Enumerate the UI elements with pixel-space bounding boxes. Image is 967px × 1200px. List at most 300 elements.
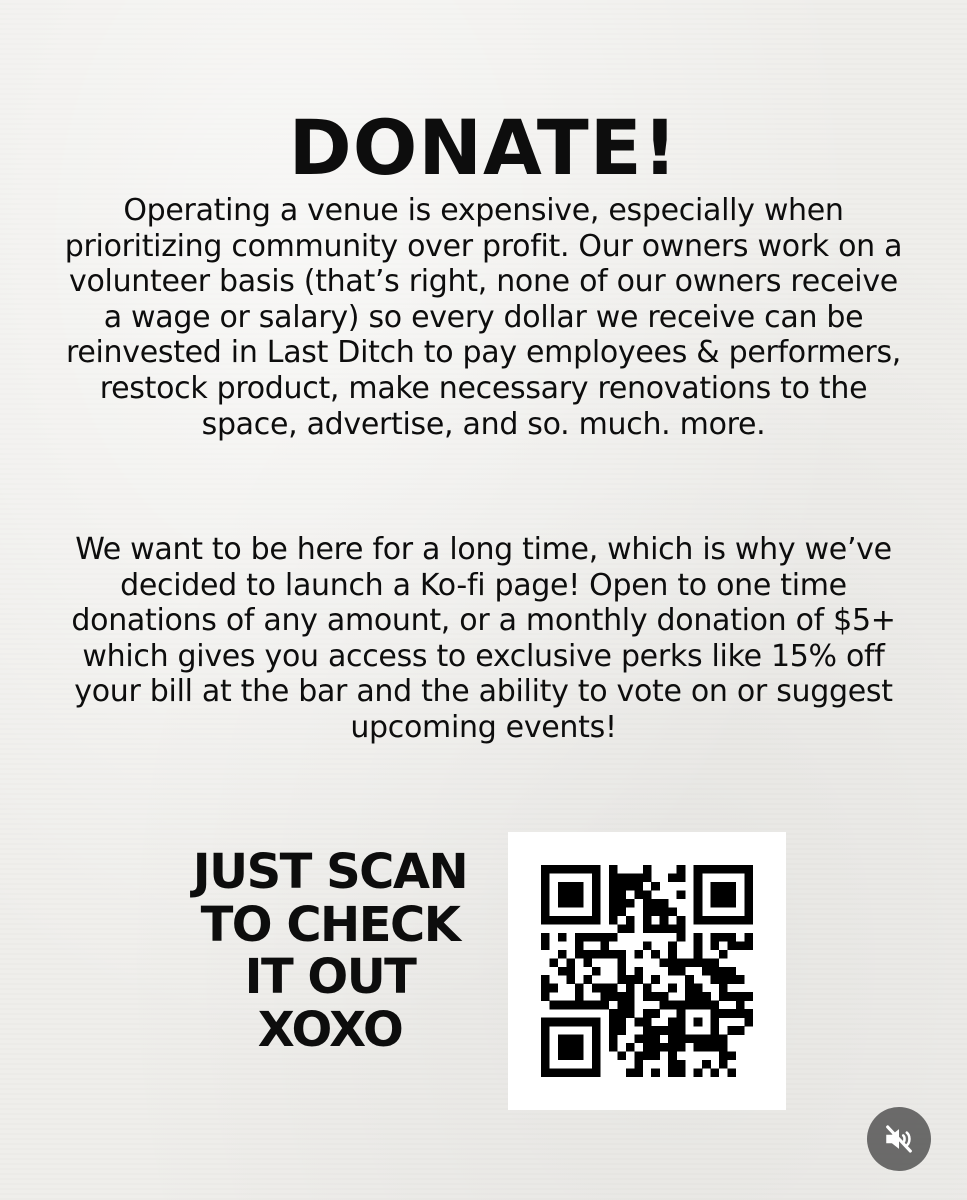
qr-module [617, 1052, 626, 1061]
qr-module [736, 1001, 745, 1010]
qr-module [736, 1009, 745, 1018]
qr-module [583, 1018, 592, 1027]
qr-module [617, 950, 626, 959]
qr-module [685, 984, 694, 993]
qr-module [728, 992, 737, 1001]
qr-module [566, 1001, 575, 1010]
qr-module [609, 984, 618, 993]
mute-button[interactable] [867, 1107, 931, 1171]
qr-module [575, 992, 584, 1001]
qr-code-icon[interactable] [541, 865, 753, 1077]
qr-module [728, 1069, 737, 1077]
qr-module [541, 890, 550, 899]
qr-module [609, 882, 618, 891]
qr-module [677, 958, 686, 967]
qr-module [575, 950, 584, 959]
qr-module [558, 1001, 567, 1010]
qr-module [677, 933, 686, 942]
qr-module [694, 992, 703, 1001]
qr-module [617, 958, 626, 967]
qr-module [592, 1035, 601, 1044]
qr-module [592, 907, 601, 916]
qr-module [651, 1026, 660, 1035]
qr-module [651, 992, 660, 1001]
qr-module [566, 967, 575, 976]
qr-module [617, 967, 626, 976]
qr-module [719, 950, 728, 959]
qr-module [711, 1018, 720, 1027]
qr-module [558, 899, 567, 908]
qr-module [541, 1026, 550, 1035]
qr-module [626, 899, 635, 908]
qr-module [558, 916, 567, 925]
qr-module [702, 916, 711, 925]
qr-module [626, 975, 635, 984]
qr-module [558, 1069, 567, 1077]
qr-module [600, 992, 609, 1001]
qr-module [677, 873, 686, 882]
qr-module [677, 1001, 686, 1010]
qr-module [617, 873, 626, 882]
qr-module [575, 1069, 584, 1077]
qr-module [660, 924, 669, 933]
qr-module [711, 941, 720, 950]
qr-module [651, 950, 660, 959]
qr-module [541, 916, 550, 925]
qr-module [575, 1035, 584, 1044]
qr-module [600, 941, 609, 950]
qr-module [541, 1069, 550, 1077]
qr-module [677, 924, 686, 933]
qr-module [541, 899, 550, 908]
qr-module [677, 890, 686, 899]
qr-module [626, 882, 635, 891]
qr-module [549, 916, 558, 925]
qr-module [677, 916, 686, 925]
qr-module [617, 992, 626, 1001]
qr-module [592, 916, 601, 925]
qr-module [626, 1069, 635, 1077]
qr-module [609, 1018, 618, 1027]
qr-module [660, 899, 669, 908]
qr-module [634, 873, 643, 882]
qr-module [694, 899, 703, 908]
qr-module [643, 1026, 652, 1035]
qr-module [609, 1035, 618, 1044]
qr-module [702, 865, 711, 874]
qr-module [643, 1009, 652, 1018]
qr-module [617, 924, 626, 933]
qr-module [711, 899, 720, 908]
qr-module [719, 984, 728, 993]
qr-module [745, 899, 753, 908]
qr-module [634, 1035, 643, 1044]
qr-module [668, 1035, 677, 1044]
qr-module [694, 1001, 703, 1010]
qr-module [694, 1035, 703, 1044]
qr-module [736, 1026, 745, 1035]
qr-module [643, 907, 652, 916]
qr-module [592, 984, 601, 993]
qr-module [745, 992, 753, 1001]
qr-module [566, 958, 575, 967]
qr-module [549, 984, 558, 993]
qr-module [711, 967, 720, 976]
qr-module [583, 958, 592, 967]
qr-module [558, 1052, 567, 1061]
qr-module [592, 865, 601, 874]
qr-module [711, 1069, 720, 1077]
qr-module [745, 873, 753, 882]
qr-module [685, 975, 694, 984]
qr-module [651, 1052, 660, 1061]
qr-module [668, 1026, 677, 1035]
qr-module [634, 890, 643, 899]
qr-module [626, 992, 635, 1001]
qr-module [694, 916, 703, 925]
qr-module [736, 992, 745, 1001]
qr-module [592, 1001, 601, 1010]
qr-module [575, 984, 584, 993]
qr-module [583, 865, 592, 874]
qr-module [575, 1043, 584, 1052]
qr-module [736, 916, 745, 925]
qr-module [626, 873, 635, 882]
qr-module [592, 899, 601, 908]
qr-module [711, 916, 720, 925]
qr-module [728, 1026, 737, 1035]
qr-module [677, 967, 686, 976]
qr-module [719, 992, 728, 1001]
qr-module [694, 984, 703, 993]
qr-module [541, 984, 550, 993]
qr-module [617, 1009, 626, 1018]
qr-module [745, 882, 753, 891]
qr-module [592, 890, 601, 899]
qr-module [592, 1069, 601, 1077]
qr-module [694, 933, 703, 942]
qr-module [668, 967, 677, 976]
qr-module [617, 907, 626, 916]
qr-module [617, 882, 626, 891]
qr-module [592, 933, 601, 942]
qr-module [600, 933, 609, 942]
qr-module [651, 1009, 660, 1018]
qr-module [609, 1009, 618, 1018]
qr-module [592, 950, 601, 959]
qr-module [702, 958, 711, 967]
qr-module [685, 958, 694, 967]
qr-module [728, 1052, 737, 1061]
qr-module [643, 984, 652, 993]
qr-module [745, 933, 753, 942]
qr-module [592, 1043, 601, 1052]
qr-module [745, 1018, 753, 1027]
qr-module [566, 1035, 575, 1044]
qr-module [541, 1018, 550, 1027]
qr-module [702, 1043, 711, 1052]
qr-module [600, 1001, 609, 1010]
speaker-muted-icon [882, 1122, 916, 1156]
qr-module [685, 1035, 694, 1044]
qr-module [660, 958, 669, 967]
qr-module [541, 865, 550, 874]
qr-module [609, 992, 618, 1001]
qr-module [702, 1060, 711, 1069]
qr-module [566, 975, 575, 984]
qr-module [643, 1018, 652, 1027]
qr-module [719, 916, 728, 925]
qr-module [575, 865, 584, 874]
qr-module [541, 1060, 550, 1069]
qr-module [694, 958, 703, 967]
qr-module [668, 984, 677, 993]
qr-module [651, 1043, 660, 1052]
qr-module [626, 1009, 635, 1018]
qr-module [702, 967, 711, 976]
qr-module [711, 1009, 720, 1018]
qr-module [745, 1009, 753, 1018]
qr-module [668, 1018, 677, 1027]
qr-module [711, 958, 720, 967]
qr-module [736, 941, 745, 950]
qr-module [583, 1069, 592, 1077]
qr-module [634, 975, 643, 984]
qr-module [558, 1018, 567, 1027]
qr-module [745, 865, 753, 874]
qr-module [728, 1009, 737, 1018]
qr-module [541, 975, 550, 984]
qr-module [660, 907, 669, 916]
qr-module [558, 890, 567, 899]
qr-module [694, 865, 703, 874]
qr-module [677, 1035, 686, 1044]
qr-module [617, 1001, 626, 1010]
qr-module [719, 882, 728, 891]
qr-module [745, 916, 753, 925]
qr-module [541, 907, 550, 916]
qr-module [694, 1043, 703, 1052]
qr-module [583, 916, 592, 925]
qr-module [651, 924, 660, 933]
qr-module [719, 1052, 728, 1061]
intro-paragraph: Operating a venue is expensive, especially when prioritizing community over profit. Our owners work on a volunteer basis (that’s right, none of our owners receive a wage or salary) so every dollar we receive can be reinvested in Last Ditch to pay employees & performers, restock product, make necessary renovations to the space, advertise, and so. much. more. [64, 193, 903, 442]
qr-code-card[interactable] [508, 832, 786, 1110]
qr-module [694, 882, 703, 891]
qr-module [668, 873, 677, 882]
qr-module [719, 1043, 728, 1052]
qr-module [592, 1052, 601, 1061]
qr-module [575, 1001, 584, 1010]
qr-module [609, 950, 618, 959]
qr-module [719, 975, 728, 984]
qr-module [634, 1052, 643, 1061]
qr-module [719, 1009, 728, 1018]
qr-module [558, 967, 567, 976]
qr-module [694, 941, 703, 950]
qr-module [634, 1060, 643, 1069]
qr-module [634, 1069, 643, 1077]
qr-module [626, 984, 635, 993]
qr-module [660, 1043, 669, 1052]
qr-module [643, 899, 652, 908]
qr-module [651, 1069, 660, 1077]
qr-module [609, 1043, 618, 1052]
qr-module [677, 1018, 686, 1027]
qr-module [558, 865, 567, 874]
qr-module [745, 890, 753, 899]
qr-module [668, 958, 677, 967]
qr-module [634, 967, 643, 976]
qr-module [711, 865, 720, 874]
qr-module [541, 1043, 550, 1052]
qr-module [745, 907, 753, 916]
qr-module [702, 1035, 711, 1044]
qr-module [668, 1052, 677, 1061]
qr-module [668, 1060, 677, 1069]
qr-module [694, 890, 703, 899]
qr-module [736, 865, 745, 874]
qr-module [719, 967, 728, 976]
qr-module [677, 865, 686, 874]
qr-module [711, 1035, 720, 1044]
qr-module [711, 1043, 720, 1052]
qr-module [575, 899, 584, 908]
qr-module [609, 899, 618, 908]
qr-module [677, 1009, 686, 1018]
qr-module [728, 882, 737, 891]
qr-module [558, 1043, 567, 1052]
qr-module [541, 941, 550, 950]
qr-module [643, 941, 652, 950]
qr-module [609, 890, 618, 899]
qr-module [651, 907, 660, 916]
qr-module [541, 882, 550, 891]
qr-module [617, 899, 626, 908]
qr-module [668, 1069, 677, 1077]
qr-module [711, 1026, 720, 1035]
qr-module [566, 1018, 575, 1027]
qr-module [583, 950, 592, 959]
qr-module [643, 992, 652, 1001]
qr-module [609, 865, 618, 874]
qr-module [626, 916, 635, 925]
qr-module [592, 1018, 601, 1027]
qr-module [651, 1035, 660, 1044]
qr-module [575, 941, 584, 950]
qr-module [728, 941, 737, 950]
qr-module [660, 1001, 669, 1010]
qr-module [592, 967, 601, 976]
qr-module [617, 890, 626, 899]
qr-module [728, 933, 737, 942]
qr-module [575, 882, 584, 891]
qr-module [660, 916, 669, 925]
qr-module [634, 882, 643, 891]
qr-module [575, 1052, 584, 1061]
qr-module [626, 1001, 635, 1010]
qr-module [728, 890, 737, 899]
qr-module [728, 975, 737, 984]
qr-module [651, 899, 660, 908]
qr-module [643, 1052, 652, 1061]
qr-module [651, 882, 660, 891]
qr-module [592, 882, 601, 891]
qr-module [719, 890, 728, 899]
qr-module [600, 950, 609, 959]
qr-module [677, 1060, 686, 1069]
qr-module [643, 865, 652, 874]
qr-module [711, 890, 720, 899]
qr-module [643, 1043, 652, 1052]
qr-module [583, 933, 592, 942]
qr-module [719, 933, 728, 942]
qr-module [541, 933, 550, 942]
qr-module [575, 1018, 584, 1027]
qr-module [643, 924, 652, 933]
qr-module [558, 1035, 567, 1044]
qr-module [728, 865, 737, 874]
qr-module [566, 890, 575, 899]
qr-module [609, 916, 618, 925]
qr-module [634, 950, 643, 959]
qr-module [541, 992, 550, 1001]
qr-module [668, 950, 677, 959]
qr-module [566, 1069, 575, 1077]
qr-module [617, 1018, 626, 1027]
qr-module [566, 916, 575, 925]
qr-module [609, 873, 618, 882]
qr-module [541, 1052, 550, 1061]
qr-module [575, 916, 584, 925]
qr-module [575, 933, 584, 942]
qr-module [651, 975, 660, 984]
scan-call-to-action: JUST SCAN TO CHECK IT OUT XOXO [192, 844, 468, 1058]
qr-module [541, 873, 550, 882]
qr-module [558, 933, 567, 942]
qr-module [626, 924, 635, 933]
qr-module [592, 873, 601, 882]
qr-module [643, 873, 652, 882]
qr-module [643, 916, 652, 925]
qr-module [592, 1060, 601, 1069]
qr-module [609, 907, 618, 916]
qr-module [702, 1001, 711, 1010]
qr-module [728, 916, 737, 925]
qr-module [711, 975, 720, 984]
qr-module [685, 1001, 694, 1010]
qr-module [566, 899, 575, 908]
qr-module [566, 1043, 575, 1052]
qr-module [583, 1001, 592, 1010]
qr-module [575, 890, 584, 899]
qr-module [566, 882, 575, 891]
qr-module [745, 941, 753, 950]
qr-module [694, 907, 703, 916]
qr-module [702, 992, 711, 1001]
qr-module [728, 899, 737, 908]
qr-module [549, 1001, 558, 1010]
qr-module [609, 1026, 618, 1035]
qr-module [668, 924, 677, 933]
qr-module [694, 1018, 703, 1027]
qr-module [677, 1026, 686, 1035]
qr-module [583, 975, 592, 984]
qr-module [736, 975, 745, 984]
qr-module [719, 899, 728, 908]
qr-module [634, 1018, 643, 1027]
qr-module [660, 992, 669, 1001]
